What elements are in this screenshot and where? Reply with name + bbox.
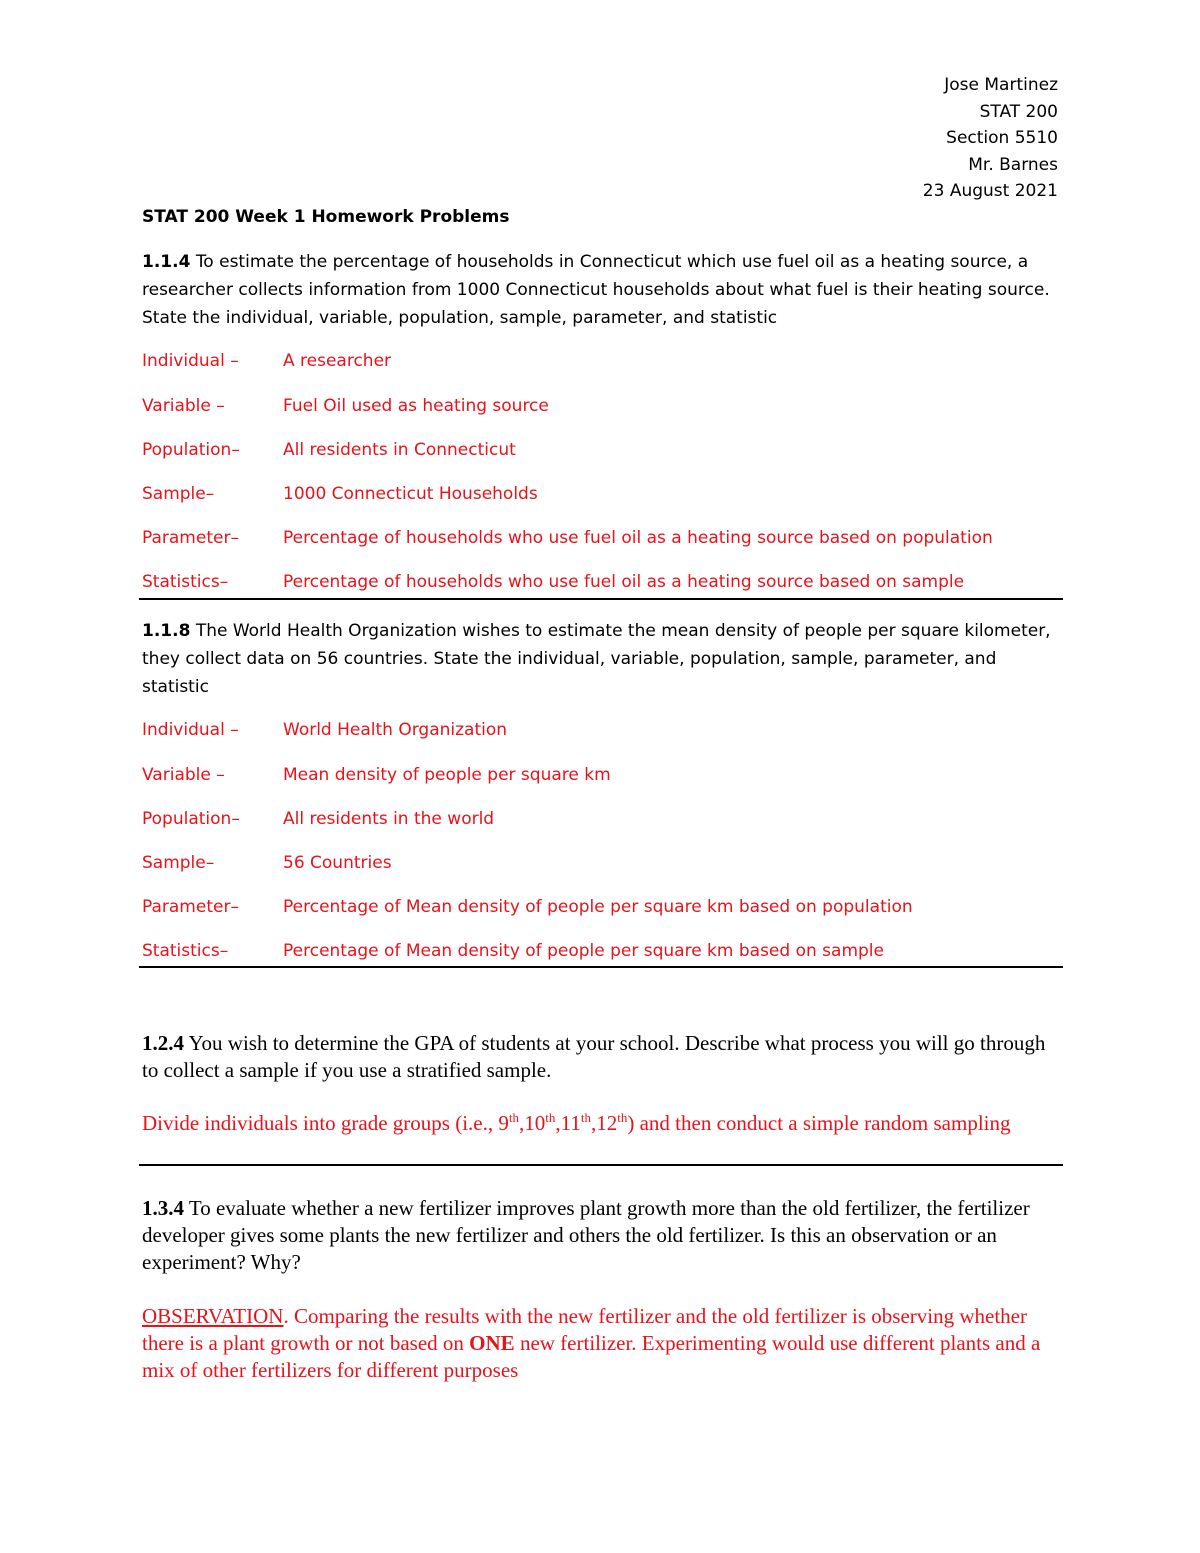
answer-label: Population– [142, 440, 240, 460]
instructor-name: Mr. Barnes [968, 154, 1058, 175]
answer-emphasis: ONE [469, 1331, 515, 1355]
answer-text: ,10 [518, 1111, 546, 1135]
answer-label: Statistics– [142, 941, 229, 961]
ordinal-suffix: th [580, 1110, 591, 1125]
ordinal-suffix: th [617, 1110, 628, 1125]
answer-value: Percentage of households who use fuel oil as a heating source based on sample [283, 572, 965, 592]
answer-value: Fuel Oil used as heating source [283, 396, 549, 416]
answer-label: Statistics– [142, 572, 229, 592]
document-title: STAT 200 Week 1 Homework Problems [142, 207, 510, 227]
question-text: The World Health Organization wishes to estimate the mean density of people per square kilometer, they collect data on 56 countries. State the individual, variable, population, sample, parameter, and statistic [142, 621, 1051, 697]
answer-label: Population– [142, 809, 240, 829]
answer-value: Mean density of people per square km [283, 765, 611, 785]
answer-1-3-4 [142, 1303, 1062, 1384]
answer-label: Variable – [142, 396, 225, 416]
answer-label: Sample– [142, 484, 215, 504]
answer-heading: OBSERVATION [142, 1304, 284, 1328]
section-divider [139, 966, 1063, 968]
student-name: Jose Martinez [944, 75, 1058, 95]
answer-text: new fertilizer. Experimenting would use different plants and a mix of other fertilizers for different purposes [142, 1331, 1041, 1382]
course-name: STAT 200 [979, 101, 1058, 122]
answer-value: 56 Countries [283, 853, 392, 873]
question-number: 1.1.8 [142, 621, 191, 641]
answer-value: World Health Organization [283, 720, 508, 740]
answer-label: Parameter– [142, 897, 239, 917]
ordinal-suffix: th [508, 1110, 519, 1125]
submission-date: 23 August 2021 [922, 181, 1058, 201]
answer-value: All residents in the world [283, 809, 495, 829]
question-1-3-4 [142, 1195, 1062, 1276]
header-block [923, 72, 1058, 205]
question-number: 1.2.4 [142, 1031, 184, 1055]
question-1-1-4 [142, 248, 1062, 332]
question-text: You wish to determine the GPA of students at your school. Describe what process you will go through to collect a sample if you use a stratified sample. [142, 1031, 1046, 1082]
answer-label: Variable – [142, 765, 225, 785]
section-divider [139, 598, 1063, 600]
ordinal-suffix: th [545, 1110, 556, 1125]
question-number: 1.1.4 [142, 252, 191, 272]
answer-label: Parameter– [142, 528, 239, 548]
answer-label: Individual – [142, 720, 239, 740]
question-1-1-8 [142, 617, 1062, 701]
answer-text: ,11 [555, 1111, 581, 1135]
answer-text: Divide individuals into grade groups (i.e., 9 [142, 1111, 509, 1135]
answer-value: 1000 Connecticut Households [283, 484, 538, 504]
answer-value: A researcher [283, 351, 392, 371]
answer-text: ) and then conduct a simple random sampling [627, 1111, 1011, 1135]
section-divider [139, 1164, 1063, 1166]
answer-label: Individual – [142, 351, 239, 371]
question-1-2-4 [142, 1030, 1062, 1084]
answer-text: . Comparing the results with the new fertilizer and the old fertilizer is observing whether there is a plant growth or not based on [142, 1304, 1027, 1355]
question-number: 1.3.4 [142, 1196, 184, 1220]
question-text: To evaluate whether a new fertilizer improves plant growth more than the old fertilizer, the fertilizer developer gives some plants the new fertilizer and others the old fertilizer. Is this an observation or an experiment? Why? [142, 1196, 1030, 1274]
answer-value: Percentage of households who use fuel oil as a heating source based on population [283, 528, 993, 548]
answer-label: Sample– [142, 853, 215, 873]
answer-text: ,12 [590, 1111, 618, 1135]
answer-value: All residents in Connecticut [283, 440, 516, 460]
question-text: To estimate the percentage of households in Connecticut which use fuel oil as a heating source, a researcher collects information from 1000 Connecticut households about what fuel is their heating source. State the individual, variable, population, sample, parameter, and statistic [142, 252, 1050, 328]
section-number: Section 5510 [946, 128, 1058, 148]
answer-value: Percentage of Mean density of people per square km based on population [283, 897, 913, 917]
answer-1-2-4 [142, 1110, 1062, 1137]
answer-value: Percentage of Mean density of people per square km based on sample [283, 941, 884, 961]
